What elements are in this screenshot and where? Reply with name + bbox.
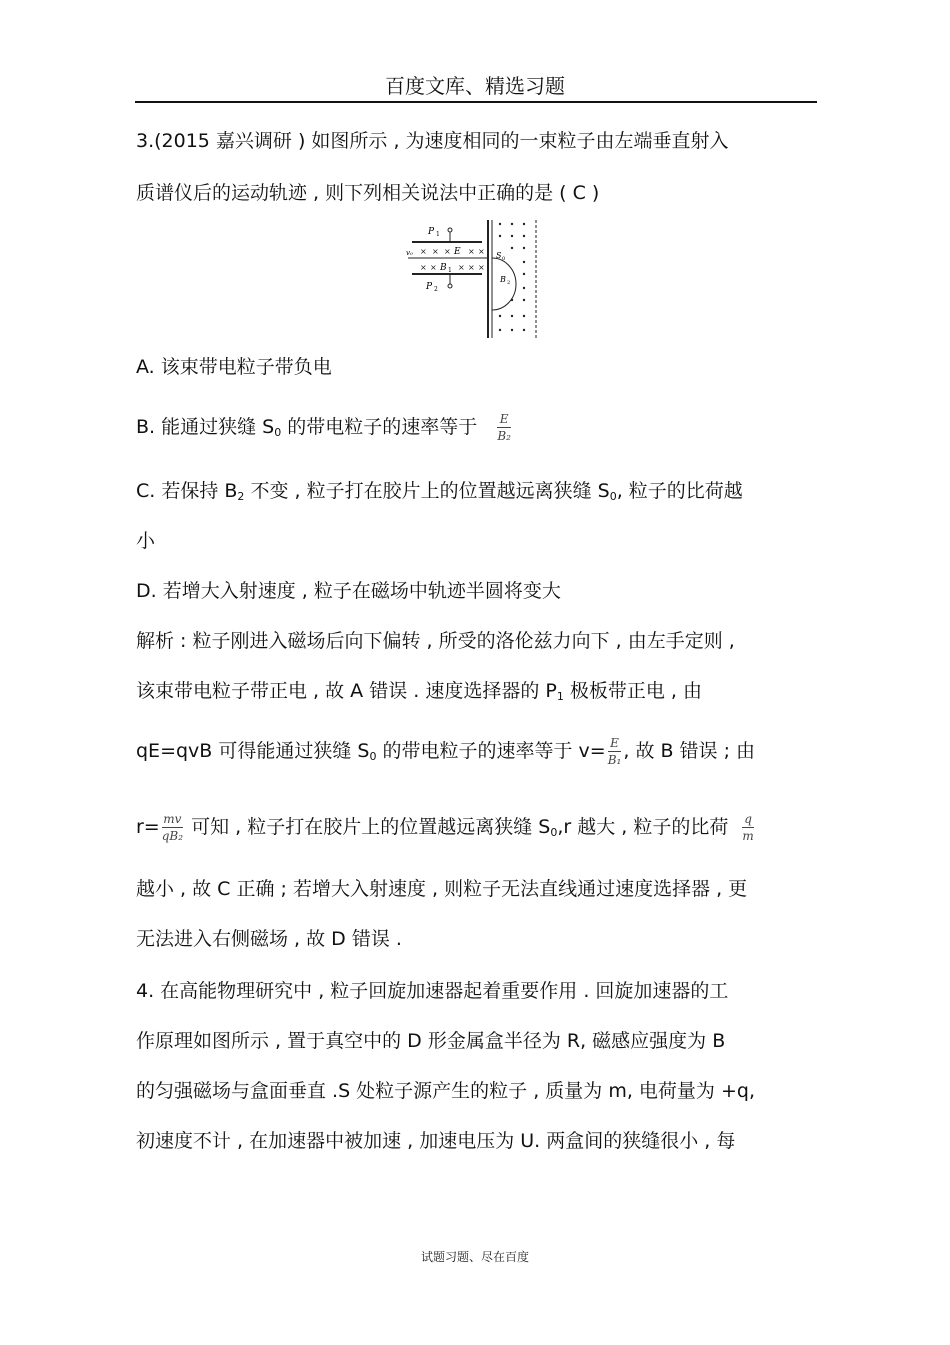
svg-text:×: × xyxy=(420,263,427,272)
q4-line1: 4. 在高能物理研究中 , 粒子回旋加速器起着重要作用 . 回旋加速器的工 xyxy=(136,980,729,1002)
q4-line3: 的匀强磁场与盒面垂直 .S 处粒子源产生的粒子 , 质量为 m, 电荷量为 +q, xyxy=(136,1080,755,1102)
q3-option-b xyxy=(136,412,513,446)
terminal-p2 xyxy=(448,284,452,288)
option-b-text-2: 的带电粒子的速率等于 xyxy=(281,416,478,438)
label-b1-sub: 1 xyxy=(448,267,452,274)
r-fraction: $\frac{mv}{\text{qB₂}}$ xyxy=(161,812,184,843)
svg-text:×: × xyxy=(444,247,451,256)
b1-field-crosses xyxy=(420,247,485,272)
label-b2: B xyxy=(500,275,506,284)
mass-spectrometer-diagram xyxy=(404,216,540,340)
header-divider xyxy=(135,101,817,103)
q4-line2: 作原理如图所示 , 置于真空中的 D 形金属盒半径为 R, 磁感应强度为 B xyxy=(136,1030,726,1052)
option-b-sub: 0 xyxy=(274,426,282,439)
trajectory-arc xyxy=(492,258,516,310)
analysis-line2: 该束带电粒子带正电 , 故 A 错误 . 速度选择器的 $P_1$ 极板带正电 , 由 xyxy=(136,680,702,703)
option-b-text: B. 能通过狭缝 S xyxy=(136,416,275,438)
v-fraction: $\frac{E}{\text{B₁}}$ xyxy=(607,736,622,767)
label-s0-sub: 0 xyxy=(502,256,506,262)
svg-text:×: × xyxy=(478,247,485,256)
label-s0: S xyxy=(496,251,502,260)
q4-line4: 初速度不计 , 在加速器中被加速 , 加速电压为 U. 两盒间的狭缝很小 , 每 xyxy=(136,1130,736,1152)
analysis-line5: 越小 , 故 C 正确 ; 若增大入射速度 , 则粒子无法直线通过速度选择器 , 更 xyxy=(136,878,748,900)
label-b2-sub: 2 xyxy=(507,280,511,286)
label-p1: P xyxy=(428,227,435,237)
qm-fraction: $\frac{q}{m}$ xyxy=(742,812,754,843)
svg-text:×: × xyxy=(468,263,475,272)
analysis-line6: 无法进入右侧磁场 , 故 D 错误 . xyxy=(136,928,402,950)
q3-option-c-line2: 小 xyxy=(136,530,156,552)
svg-text:×: × xyxy=(468,247,475,256)
label-v0: v₀ xyxy=(406,249,413,257)
svg-text:×: × xyxy=(420,247,427,256)
label-p2-sub: 2 xyxy=(434,286,438,293)
analysis-line1: 解析 : 粒子刚进入磁场后向下偏转 , 所受的洛伦兹力向下 , 由左手定则 , xyxy=(136,630,735,652)
q3-option-c: C. 若保持 $B_2$ 不变 , 粒子打在胶片上的位置越远离狭缝 $S_0$, 粒子的比荷越 xyxy=(136,480,743,503)
terminal-p1 xyxy=(448,228,452,232)
page-footer: 试题习题、尽在百度 xyxy=(420,1250,529,1264)
svg-text:×: × xyxy=(458,263,465,272)
q3-stem-line1: 3.(2015 嘉兴调研 ) 如图所示 , 为速度相同的一束粒子由左端垂直射入 xyxy=(136,130,729,152)
q3-option-a: A. 该束带电粒子带负电 xyxy=(136,356,332,378)
q3-stem-line2: 质谱仪后的运动轨迹 , 则下列相关说法中正确的是 ( C ) xyxy=(136,182,600,204)
label-e: E xyxy=(454,247,461,257)
svg-text:×: × xyxy=(478,263,485,272)
label-b1: B xyxy=(440,263,447,273)
svg-text:×: × xyxy=(432,247,439,256)
label-p1-sub: 1 xyxy=(436,231,440,238)
svg-text:×: × xyxy=(430,263,437,272)
analysis-line4: r= $\frac{mv}{\text{qB₂}}$ 可知 , 粒子打在胶片上的位置越远离狭缝 $S_0,r$ 越大 , 粒子的比荷 $\frac{q}{m}$ xyxy=(136,812,754,843)
analysis-line3: qE=qvB 可得能通过狭缝 $S_0$ 的带电粒子的速率等于 v= $\frac{E}{\text{B₁}}$ , 故 B 错误 ; 由 xyxy=(136,736,756,767)
q3-option-d: D. 若增大入射速度 , 粒子在磁场中轨迹半圆将变大 xyxy=(136,580,561,602)
option-b-fraction: $\frac{E}{\text{B₂}}$ xyxy=(497,412,511,443)
label-p2: P xyxy=(426,282,433,292)
page-header: 百度文库、精选习题 xyxy=(385,74,565,98)
